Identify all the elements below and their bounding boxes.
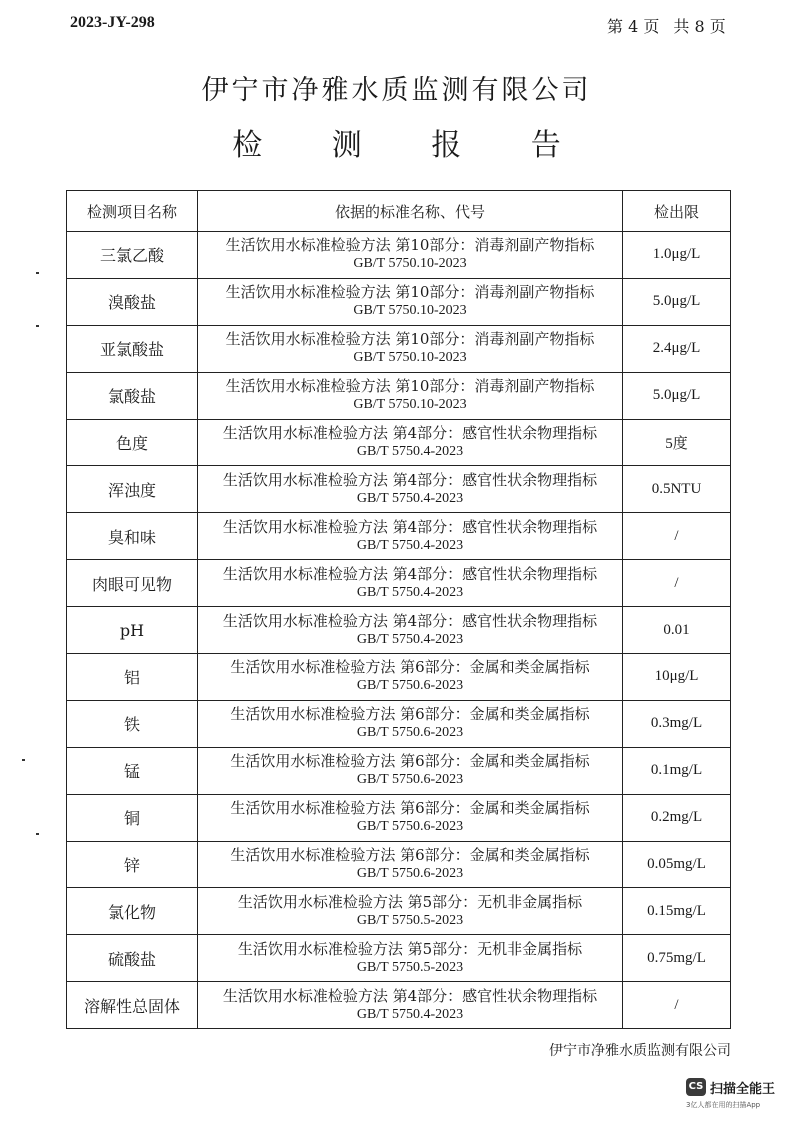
detection-limit: 0.05mg/L <box>623 841 731 888</box>
table-row <box>67 982 731 1029</box>
standard-cell <box>198 513 623 560</box>
detection-limit: / <box>623 560 731 607</box>
standard-name: 生活饮用水标准检验方法 第6部分：金属和类金属指标 <box>230 799 590 818</box>
scan-mark <box>22 759 25 761</box>
table-row <box>67 607 731 654</box>
standard-name: 生活饮用水标准检验方法 第10部分：消毒剂副产物指标 <box>225 283 595 302</box>
standard-name: 生活饮用水标准检验方法 第6部分：金属和类金属指标 <box>230 846 590 865</box>
standard-name: 生活饮用水标准检验方法 第4部分：感官性状余物理指标 <box>222 470 598 489</box>
camscanner-logo-icon: CS <box>686 1078 706 1096</box>
report-title: 检 测 报 告 <box>232 128 591 163</box>
table-row <box>67 419 731 466</box>
table-row <box>67 700 731 747</box>
standard-code: GB/T 5750.6-2023 <box>356 772 464 788</box>
results-table <box>66 190 731 1029</box>
standard-cell <box>198 841 623 888</box>
item-name: 肉眼可见物 <box>67 560 198 607</box>
table-row <box>67 794 731 841</box>
standard-cell <box>198 232 623 279</box>
standard-cell <box>198 747 623 794</box>
item-name: pH <box>67 607 198 654</box>
standard-code: GB/T 5750.4-2023 <box>356 631 464 647</box>
standard-name: 生活饮用水标准检验方法 第4部分：感官性状余物理指标 <box>222 986 598 1005</box>
scan-mark <box>36 833 39 835</box>
standard-name: 生活饮用水标准检验方法 第4部分：感官性状余物理指标 <box>222 424 598 442</box>
standard-name: 生活饮用水标准检验方法 第5部分：无机非金属指标 <box>237 939 583 958</box>
standard-cell <box>198 935 623 982</box>
scan-mark <box>36 272 39 274</box>
column-header-limit: 检出限 <box>623 191 731 232</box>
detection-limit: 0.01 <box>623 607 731 654</box>
item-name: 锌 <box>67 841 198 888</box>
standard-name: 生活饮用水标准检验方法 第4部分：感官性状余物理指标 <box>222 611 598 630</box>
detection-limit: / <box>623 513 731 560</box>
standard-cell <box>198 654 623 701</box>
standard-cell <box>198 607 623 654</box>
item-name: 亚氯酸盐 <box>67 325 198 372</box>
page-number: 第 4 页 <box>607 17 660 36</box>
table-row <box>67 654 731 701</box>
standard-name: 生活饮用水标准检验方法 第10部分：消毒剂副产物指标 <box>225 377 595 396</box>
item-name: 铝 <box>67 654 198 701</box>
standard-code: GB/T 5750.5-2023 <box>356 959 464 975</box>
detection-limit: 1.0μg/L <box>623 232 731 279</box>
detection-limit: / <box>623 982 731 1029</box>
detection-limit: 5.0μg/L <box>623 372 731 419</box>
scan-mark <box>36 325 39 327</box>
standard-cell <box>198 888 623 935</box>
table-row <box>67 232 731 279</box>
item-name: 氯化物 <box>67 888 198 935</box>
standard-name: 生活饮用水标准检验方法 第5部分：无机非金属指标 <box>237 892 583 911</box>
item-name: 铜 <box>67 794 198 841</box>
standard-code: GB/T 5750.6-2023 <box>356 819 464 835</box>
standard-name: 生活饮用水标准检验方法 第4部分：感官性状余物理指标 <box>222 564 598 583</box>
detection-limit: 0.5NTU <box>623 466 731 513</box>
item-name: 氯酸盐 <box>67 372 198 419</box>
standard-name: 生活饮用水标准检验方法 第6部分：金属和类金属指标 <box>230 658 590 677</box>
table-row <box>67 278 731 325</box>
table-row <box>67 466 731 513</box>
item-name: 锰 <box>67 747 198 794</box>
table-row <box>67 372 731 419</box>
standard-cell <box>198 278 623 325</box>
table-row <box>67 325 731 372</box>
table-row <box>67 747 731 794</box>
item-name: 溴酸盐 <box>67 278 198 325</box>
detection-limit: 2.4μg/L <box>623 325 731 372</box>
table-row <box>67 560 731 607</box>
standard-code: GB/T 5750.10-2023 <box>353 397 467 413</box>
standard-code: GB/T 5750.4-2023 <box>356 537 464 553</box>
standard-cell <box>198 982 623 1029</box>
standard-name: 生活饮用水标准检验方法 第6部分：金属和类金属指标 <box>230 705 590 724</box>
standard-cell <box>198 560 623 607</box>
detection-limit: 0.2mg/L <box>623 794 731 841</box>
item-name: 浑浊度 <box>67 466 198 513</box>
report-number: 2023-JY-298 <box>70 14 155 31</box>
item-name: 铁 <box>67 700 198 747</box>
detection-limit: 5度 <box>623 419 731 466</box>
table-body <box>67 232 731 1029</box>
detection-limit: 0.75mg/L <box>623 935 731 982</box>
page-indicator <box>607 14 740 37</box>
standard-name: 生活饮用水标准检验方法 第10部分：消毒剂副产物指标 <box>225 236 595 255</box>
standard-code: GB/T 5750.4-2023 <box>356 584 464 600</box>
standard-name: 生活饮用水标准检验方法 第4部分：感官性状余物理指标 <box>222 517 598 536</box>
standard-cell <box>198 794 623 841</box>
detection-limit: 0.1mg/L <box>623 747 731 794</box>
standard-cell <box>198 372 623 419</box>
table-row <box>67 935 731 982</box>
table-header-row <box>67 191 731 232</box>
detection-limit: 0.3mg/L <box>623 700 731 747</box>
standard-name: 生活饮用水标准检验方法 第6部分：金属和类金属指标 <box>230 752 590 771</box>
standard-code: GB/T 5750.5-2023 <box>356 912 464 928</box>
standard-cell <box>198 466 623 513</box>
scanner-app-name: 扫描全能王 <box>710 1082 776 1097</box>
standard-code: GB/T 5750.6-2023 <box>356 678 464 694</box>
detection-limit: 5.0μg/L <box>623 278 731 325</box>
standard-cell <box>198 700 623 747</box>
standard-code: GB/T 5750.10-2023 <box>353 303 467 319</box>
footer-company: 伊宁市净雅水质监测有限公司 <box>549 1043 731 1059</box>
scanner-tagline: 3亿人都在用的扫描App <box>686 1101 761 1109</box>
detection-limit: 0.15mg/L <box>623 888 731 935</box>
column-header-standard: 依据的标准名称、代号 <box>198 191 623 232</box>
table-row <box>67 888 731 935</box>
item-name: 硫酸盐 <box>67 935 198 982</box>
standard-code: GB/T 5750.4-2023 <box>356 490 464 506</box>
item-name: 溶解性总固体 <box>67 982 198 1029</box>
table-row <box>67 513 731 560</box>
column-header-item: 检测项目名称 <box>67 191 198 232</box>
standard-code: GB/T 5750.4-2023 <box>356 1006 464 1022</box>
standard-code: GB/T 5750.6-2023 <box>356 725 464 741</box>
standard-code: GB/T 5750.10-2023 <box>353 350 467 366</box>
item-name: 色度 <box>67 419 198 466</box>
table-row <box>67 841 731 888</box>
standard-cell <box>198 419 623 466</box>
item-name: 三氯乙酸 <box>67 232 198 279</box>
standard-cell <box>198 325 623 372</box>
detection-limit: 10μg/L <box>623 654 731 701</box>
company-name: 伊宁市净雅水质监测有限公司 <box>201 75 592 106</box>
item-name: 臭和味 <box>67 513 198 560</box>
standard-code: GB/T 5750.10-2023 <box>353 256 467 272</box>
standard-code: GB/T 5750.4-2023 <box>356 444 464 459</box>
page-total: 共 8 页 <box>673 17 726 36</box>
standard-name: 生活饮用水标准检验方法 第10部分：消毒剂副产物指标 <box>225 330 595 349</box>
standard-code: GB/T 5750.6-2023 <box>356 866 464 882</box>
